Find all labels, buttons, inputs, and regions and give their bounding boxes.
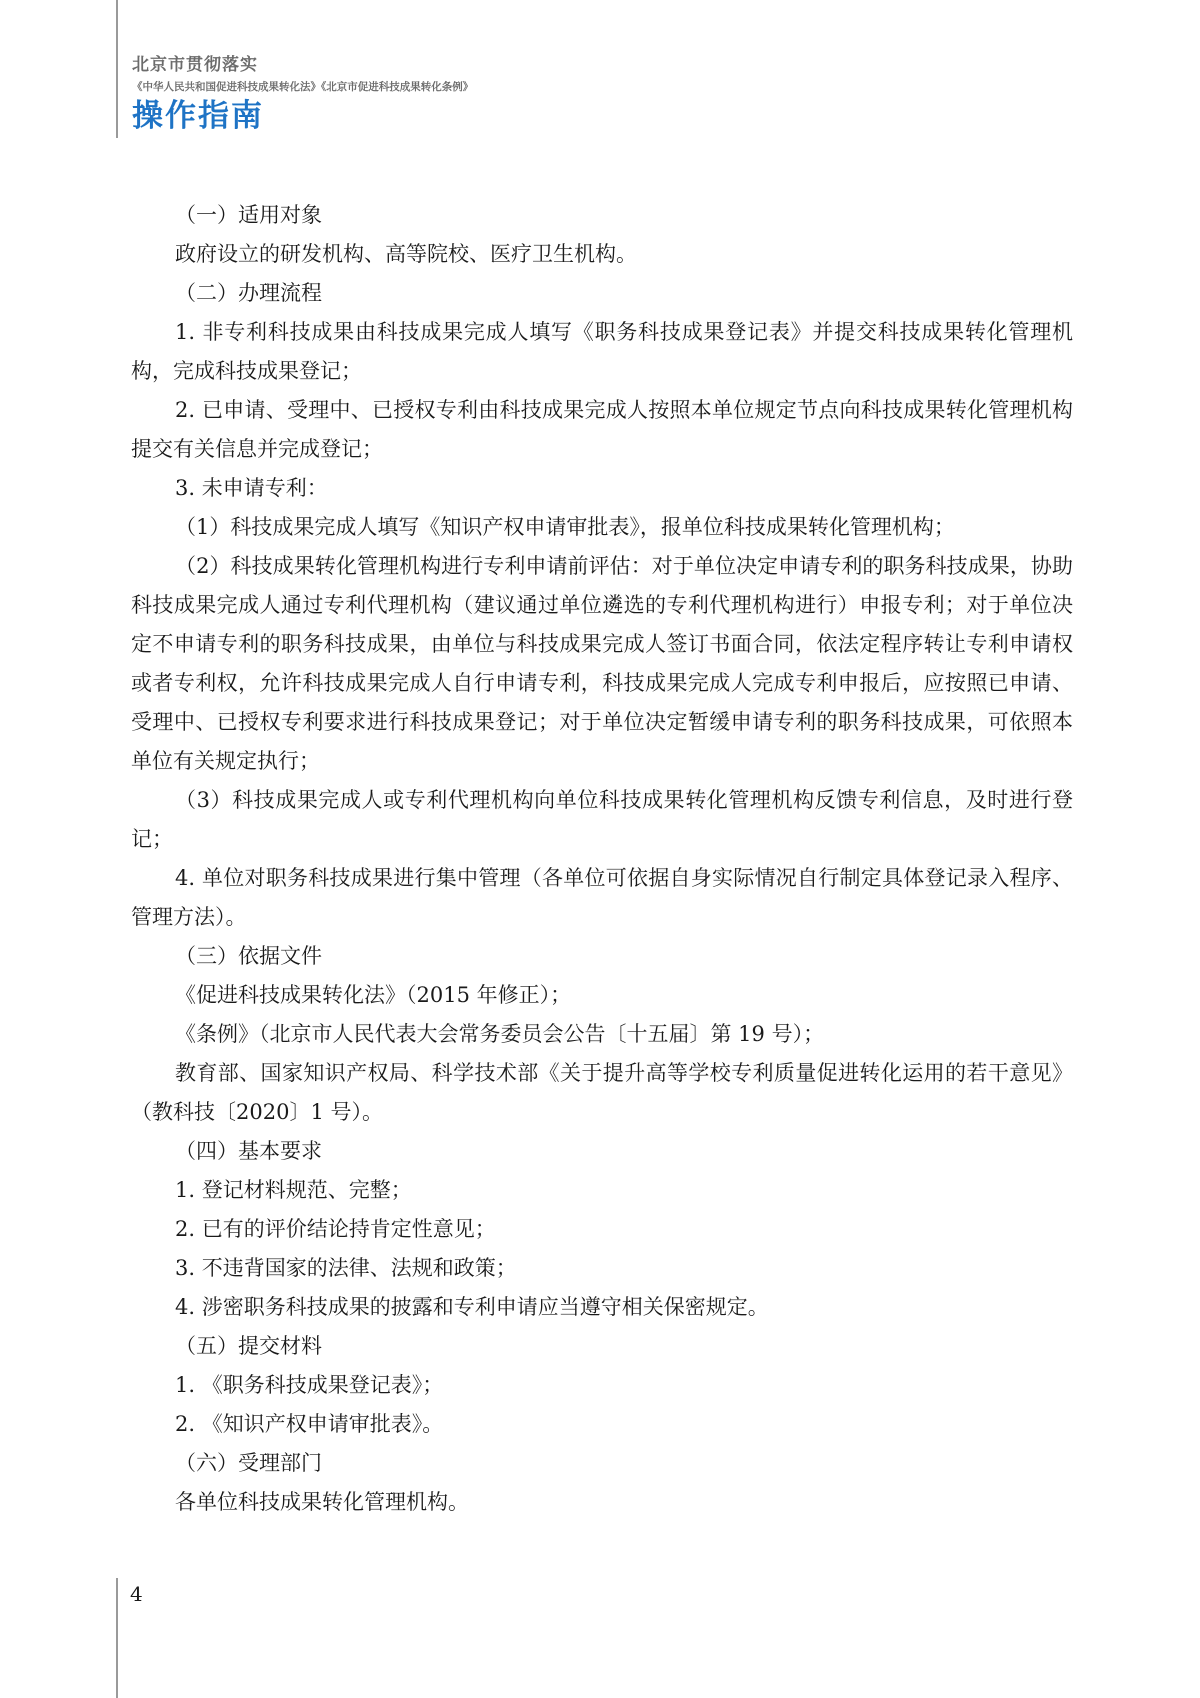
paragraph: 政府设立的研发机构、高等院校、医疗卫生机构。 <box>175 242 637 266</box>
section-heading: （四）基本要求 <box>175 1139 322 1163</box>
sub-list-item: （3）科技成果完成人或专利代理机构向单位科技成果转化管理机构反馈专利信息，及时进行登记； <box>131 788 1073 851</box>
reference-item: 教育部、国家知识产权局、科学技术部《关于提升高等学校专利质量促进转化运用的若干意见》（教科技〔2020〕1 号）。 <box>131 1061 1073 1124</box>
reference-item: 《促进科技成果转化法》（2015 年修正）； <box>175 983 572 1007</box>
list-item: 3. 不违背国家的法律、法规和政策； <box>175 1256 517 1280</box>
header-title-line1: 北京市贯彻落实 <box>132 55 258 75</box>
list-item: 4. 单位对职务科技成果进行集中管理（各单位可依据自身实际情况自行制定具体登记录入程序、管理方法）。 <box>131 866 1073 929</box>
list-item: 1. 登记材料规范、完整； <box>175 1178 412 1202</box>
page-number: 4 <box>130 1582 143 1606</box>
section-heading: （一）适用对象 <box>175 203 322 227</box>
margin-rule-top <box>116 0 118 138</box>
document-body <box>131 196 1073 1522</box>
header-subtitle: 《中华人民共和国促进科技成果转化法》《北京市促进科技成果转化条例》 <box>132 81 474 93</box>
margin-rule-bottom <box>116 1578 118 1698</box>
sub-list-item: （1）科技成果完成人填写《知识产权申请审批表》，报单位科技成果转化管理机构； <box>175 515 955 539</box>
list-item: 1. 非专利科技成果由科技成果完成人填写《职务科技成果登记表》并提交科技成果转化管理机构，完成科技成果登记； <box>131 320 1073 383</box>
section-heading: （六）受理部门 <box>175 1451 322 1475</box>
page-header <box>132 54 473 136</box>
list-item: 1. 《职务科技成果登记表》； <box>175 1373 444 1397</box>
header-main-title: 操作指南 <box>132 98 264 134</box>
paragraph: 各单位科技成果转化管理机构。 <box>175 1490 469 1514</box>
list-item: 3. 未申请专利： <box>175 476 328 500</box>
sub-list-item: （2）科技成果转化管理机构进行专利申请前评估：对于单位决定申请专利的职务科技成果，协助科技成果完成人通过专利代理机构（建议通过单位遴选的专利代理机构进行）申报专利；对于单位决定不申请专利的职务科技成果，由单位与科技成果完成人签订书面合同，依法定程序转让专利申请权或者专利权，允许科技成果完成人自行申请专利，科技成果完成人完成专利申报后，应按照已申请、受理中、已授权专利要求进行科技成果登记；对于单位决定暂缓申请专利的职务科技成果，可依照本单位有关规定执行； <box>131 554 1073 773</box>
section-heading: （五）提交材料 <box>175 1334 322 1358</box>
reference-item: 《条例》（北京市人民代表大会常务委员会公告〔十五届〕第 19 号）； <box>175 1022 825 1046</box>
list-item: 2. 已申请、受理中、已授权专利由科技成果完成人按照本单位规定节点向科技成果转化管理机构提交有关信息并完成登记； <box>131 398 1073 461</box>
list-item: 4. 涉密职务科技成果的披露和专利申请应当遵守相关保密规定。 <box>175 1295 769 1319</box>
section-heading: （二）办理流程 <box>175 281 322 305</box>
list-item: 2. 已有的评价结论持肯定性意见； <box>175 1217 496 1241</box>
list-item: 2. 《知识产权申请审批表》。 <box>175 1412 444 1436</box>
section-heading: （三）依据文件 <box>175 944 322 968</box>
